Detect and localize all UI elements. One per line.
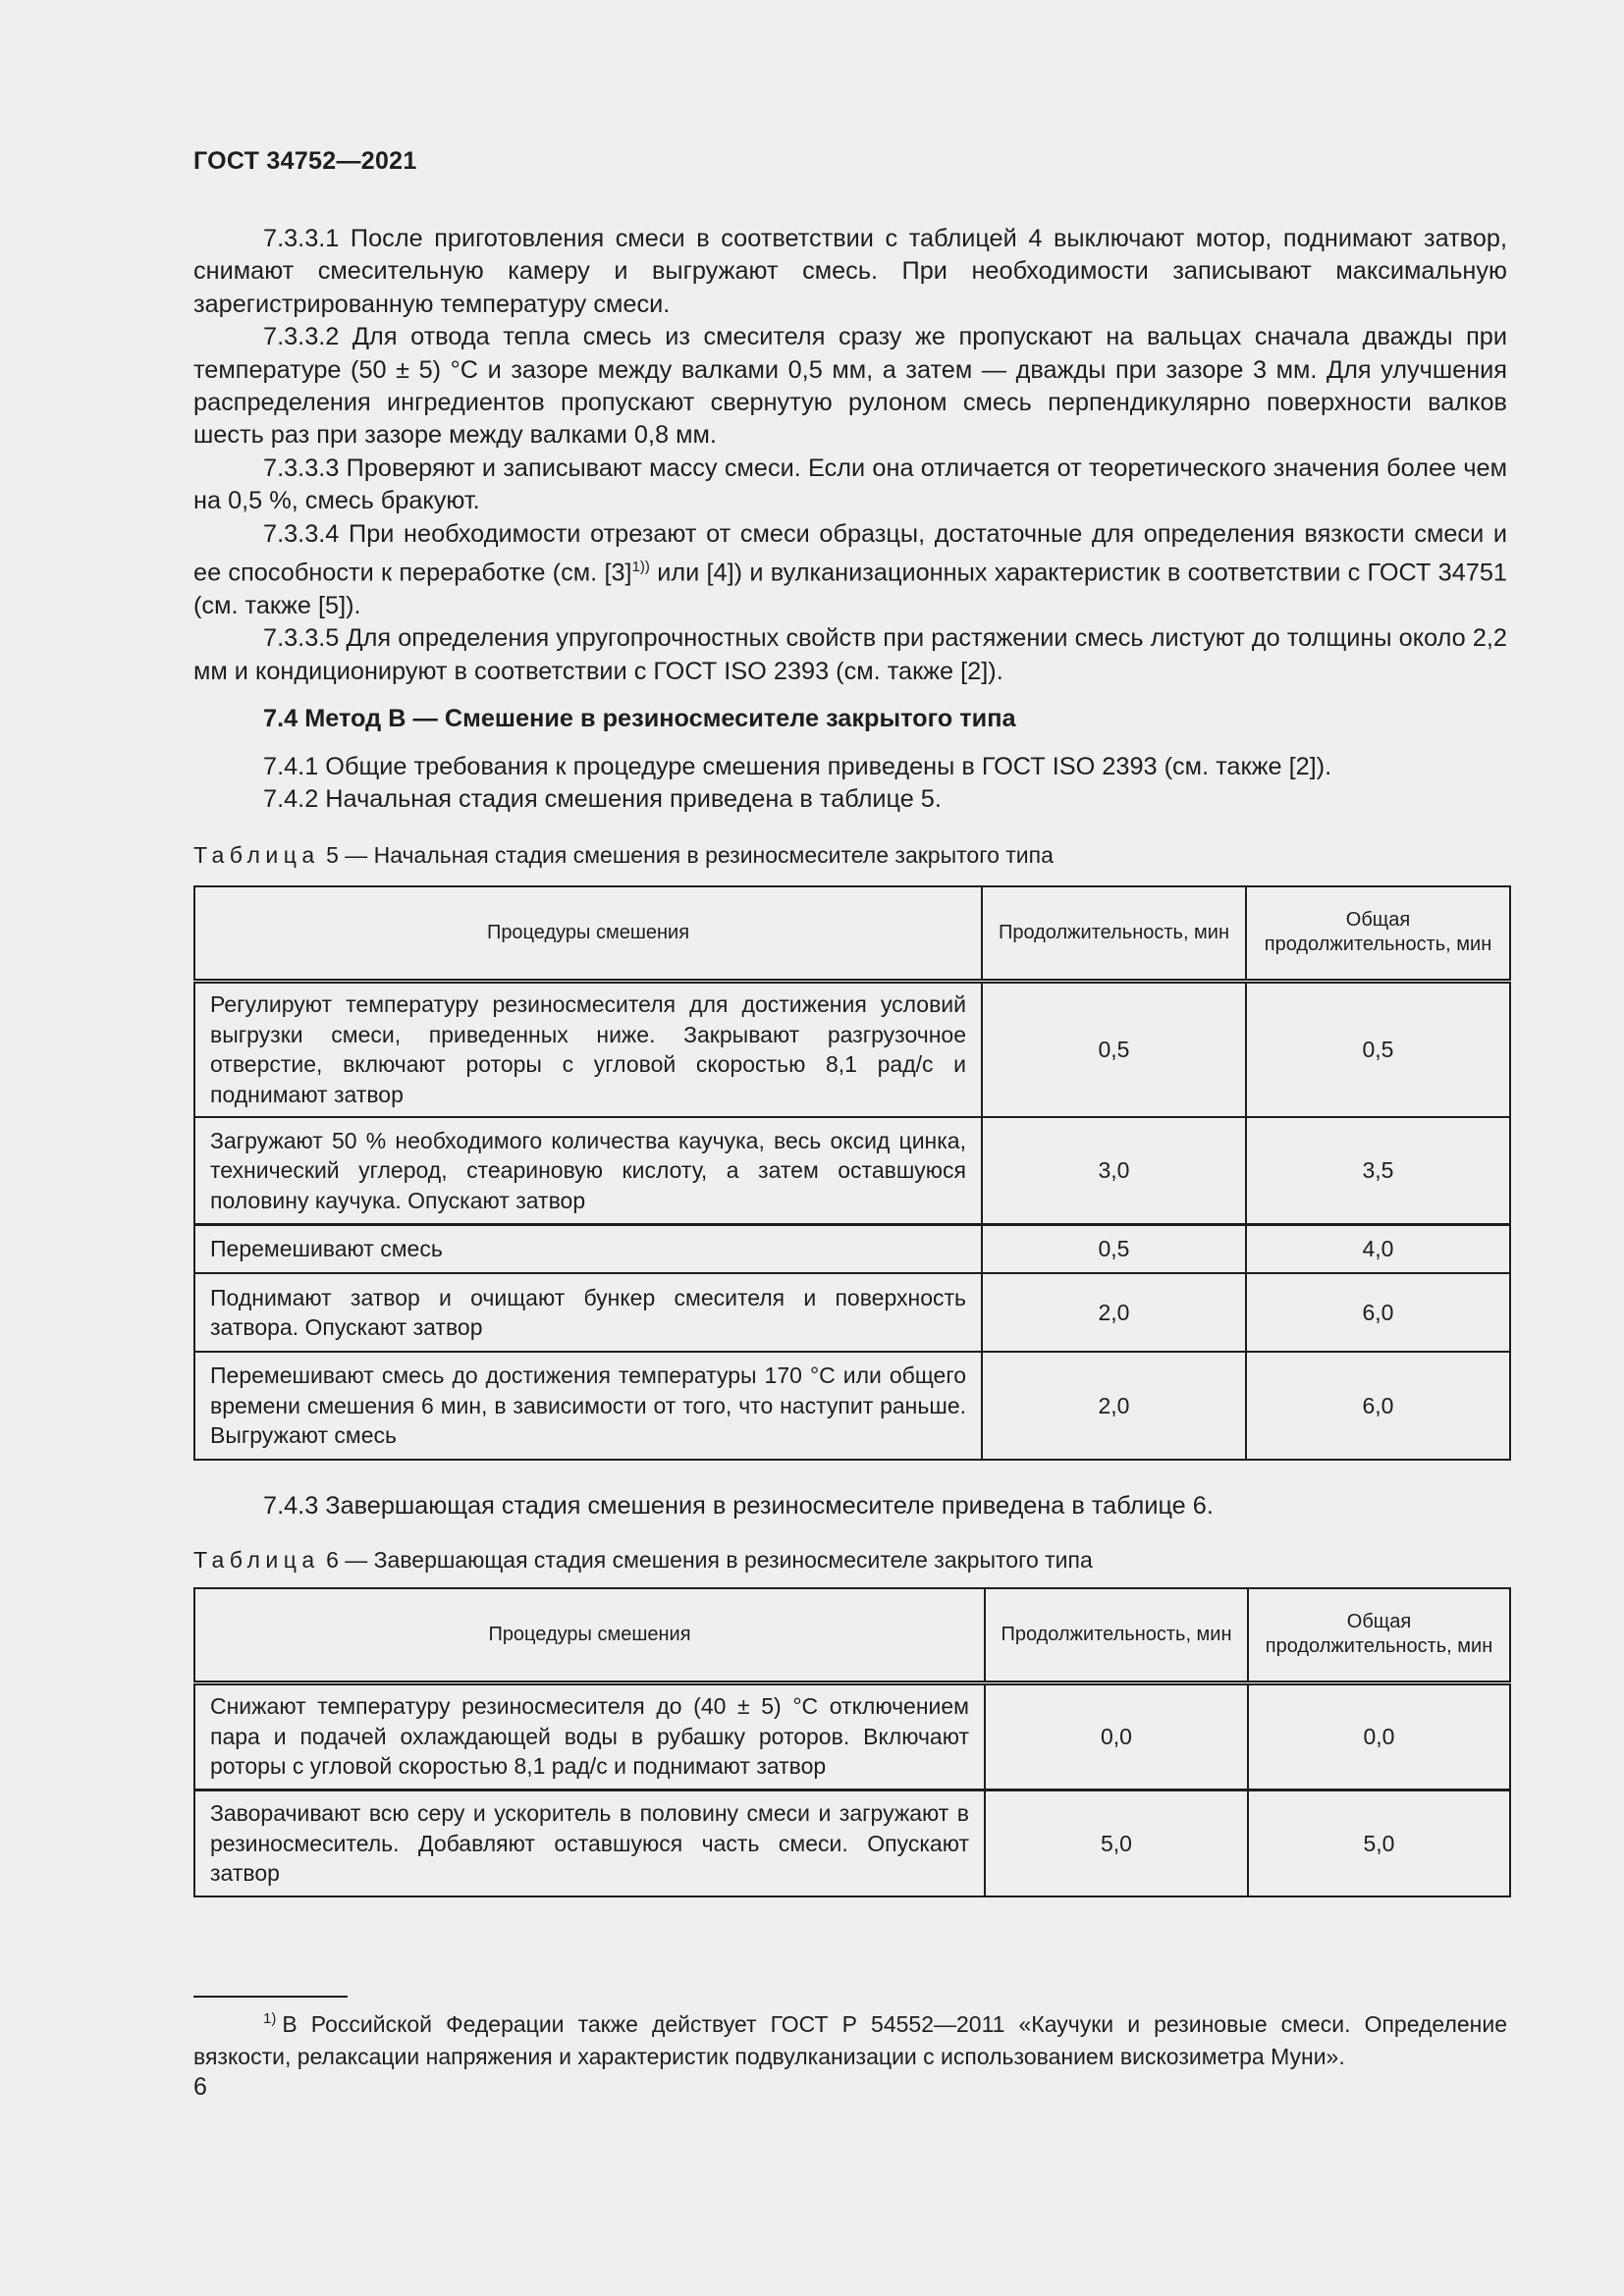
paragraph-7334-part-b: или [4]) и вулканизационных характеристик в соответствии с ГОСТ 34751 (см. также [5]). [193,559,1508,619]
footnote [193,2002,1507,2073]
footnote-separator [193,1996,348,1998]
table-cell-total: 4,0 [1246,1224,1510,1273]
table6 [193,1587,1511,1897]
table-cell-duration: 2,0 [982,1273,1246,1352]
table6-caption-word: Таблица [193,1547,320,1573]
paragraph-7334-part-a: 7.3.3.4 При необходимости отрезают от смеси образцы, достаточные для определения вязкости смеси и ее способности к переработке (см. [3] [193,519,1507,587]
table5 [193,885,1511,1461]
table-cell-procedure: Снижают температуру резиносмесителя до (40 ± 5) °С отключением пара и подачей охлаждающей воды в рубашку роторов. Включают роторы с угловой скоростью 8,1 рад/с и поднимают затвор [194,1682,985,1789]
table-cell-total: 0,0 [1248,1682,1510,1789]
table6-caption [193,1547,1093,1574]
table-cell-procedure: Поднимают затвор и очищают бункер смесителя и поверхность затвора. Опускают затвор [194,1273,982,1352]
table-cell-duration: 0,5 [982,981,1246,1117]
table5-header-procedures: Процедуры смешения [194,886,982,981]
section-heading-74: 7.4 Метод В — Смешение в резиносмесителе закрытого типа [263,705,1016,732]
table6-header-total-duration: Общая продолжительность, мин [1248,1588,1510,1682]
table-row [194,1789,1510,1896]
table-cell-total: 0,5 [1246,981,1510,1117]
footnote-ref: 1)) [631,559,650,576]
table-row [194,981,1510,1117]
table-cell-total: 3,5 [1246,1117,1510,1224]
table-cell-procedure: Загружают 50 % необходимого количества каучука, весь оксид цинка, технический углерод, стеариновую кислоту, а затем оставшуюся половину каучука. Опускают затвор [194,1117,982,1224]
table-cell-procedure: Заворачивают всю серу и ускоритель в половину смеси и загружают в резиносмеситель. Добавляют оставшуюся часть смеси. Опускают затвор [194,1789,985,1896]
table-cell-duration: 2,0 [982,1352,1246,1460]
table5-caption-word: Таблица [193,842,320,868]
footnote-text: В Российской Федерации также действует ГОСТ Р 54552—2011 «Каучуки и резиновые смеси. Определение вязкости, релаксации напряжения и характеристик подвулканизации с использованием вискозиметра Муни». [193,2011,1507,2069]
paragraph-7333: 7.3.3.3 Проверяют и записывают массу смеси. Если она отличается от теоретического значения более чем на 0,5 %, смесь бракуют. [193,454,1507,515]
table-row [194,1273,1510,1352]
paragraph-743: 7.4.3 Завершающая стадия смешения в резиносмесителе приведена в таблице 6. [263,1492,1214,1520]
table-row [194,1117,1510,1224]
paragraph-7331: 7.3.3.1 После приготовления смеси в соответствии с таблицей 4 выключают мотор, поднимают затвор, снимают смесительную камеру и выгружают смесь. При необходимости записывают максимальную зарегистрированную температуру смеси. [193,225,1507,318]
table5-caption-text: 5 — Начальная стадия смешения в резиносмесителе закрытого типа [319,842,1054,868]
table5-header-row [194,886,1510,981]
paragraph-7332: 7.3.3.2 Для отвода тепла смесь из смесителя сразу же пропускают на вальцах сначала дважды при температуре (50 ± 5) °С и зазоре между валками 0,5 мм, а затем — дважды при зазоре 3 мм. Для улучшения распределения ингредиентов пропускают свернутую рулоном смесь перпендикулярно поверхности валков шесть раз при зазоре между валками 0,8 мм. [193,323,1507,450]
table-cell-total: 5,0 [1248,1789,1510,1896]
table-row [194,1352,1510,1460]
page-number: 6 [193,2073,207,2101]
table5-caption [193,842,1054,869]
section-74-paragraphs [193,751,1507,817]
table-cell-duration: 5,0 [985,1789,1248,1896]
table-cell-procedure: Перемешивают смесь до достижения температуры 170 °С или общего времени смешения 6 мин, в зависимости от того, что наступит раньше. Выгружают смесь [194,1352,982,1460]
table6-header-row [194,1588,1510,1682]
paragraph-7334 [193,518,1507,623]
table-cell-duration: 0,5 [982,1224,1246,1273]
footnote-mark: 1) [263,2010,277,2027]
table-cell-procedure: Регулируют температуру резиносмесителя для достижения условий выгрузки смеси, приведенных ниже. Закрывают разгрузочное отверстие, включают роторы с угловой скоростью 8,1 рад/с и поднимают затвор [194,981,982,1117]
document-id-header: ГОСТ 34752—2021 [193,147,417,175]
table5-header-total-duration: Общая продолжительность, мин [1246,886,1510,981]
table-cell-duration: 0,0 [985,1682,1248,1789]
table6-caption-text: 6 — Завершающая стадия смешения в резиносмесителе закрытого типа [319,1547,1093,1573]
table-row [194,1682,1510,1789]
paragraph-741: 7.4.1 Общие требования к процедуре смешения приведены в ГОСТ ISO 2393 (см. также [2]). [263,753,1332,780]
table-cell-total: 6,0 [1246,1273,1510,1352]
table-cell-duration: 3,0 [982,1117,1246,1224]
table-row [194,1224,1510,1273]
table-cell-procedure: Перемешивают смесь [194,1224,982,1273]
table6-header-duration: Продолжительность, мин [985,1588,1248,1682]
paragraph-7335: 7.3.3.5 Для определения упругопрочностных свойств при растяжении смесь листуют до толщины около 2,2 мм и кондиционируют в соответствии с ГОСТ ISO 2393 (см. также [2]). [193,624,1507,685]
table-cell-total: 6,0 [1246,1352,1510,1460]
table5-header-duration: Продолжительность, мин [982,886,1246,981]
table6-header-procedures: Процедуры смешения [194,1588,985,1682]
body-text [193,223,1507,688]
paragraph-742: 7.4.2 Начальная стадия смешения приведена в таблице 5. [263,785,942,814]
